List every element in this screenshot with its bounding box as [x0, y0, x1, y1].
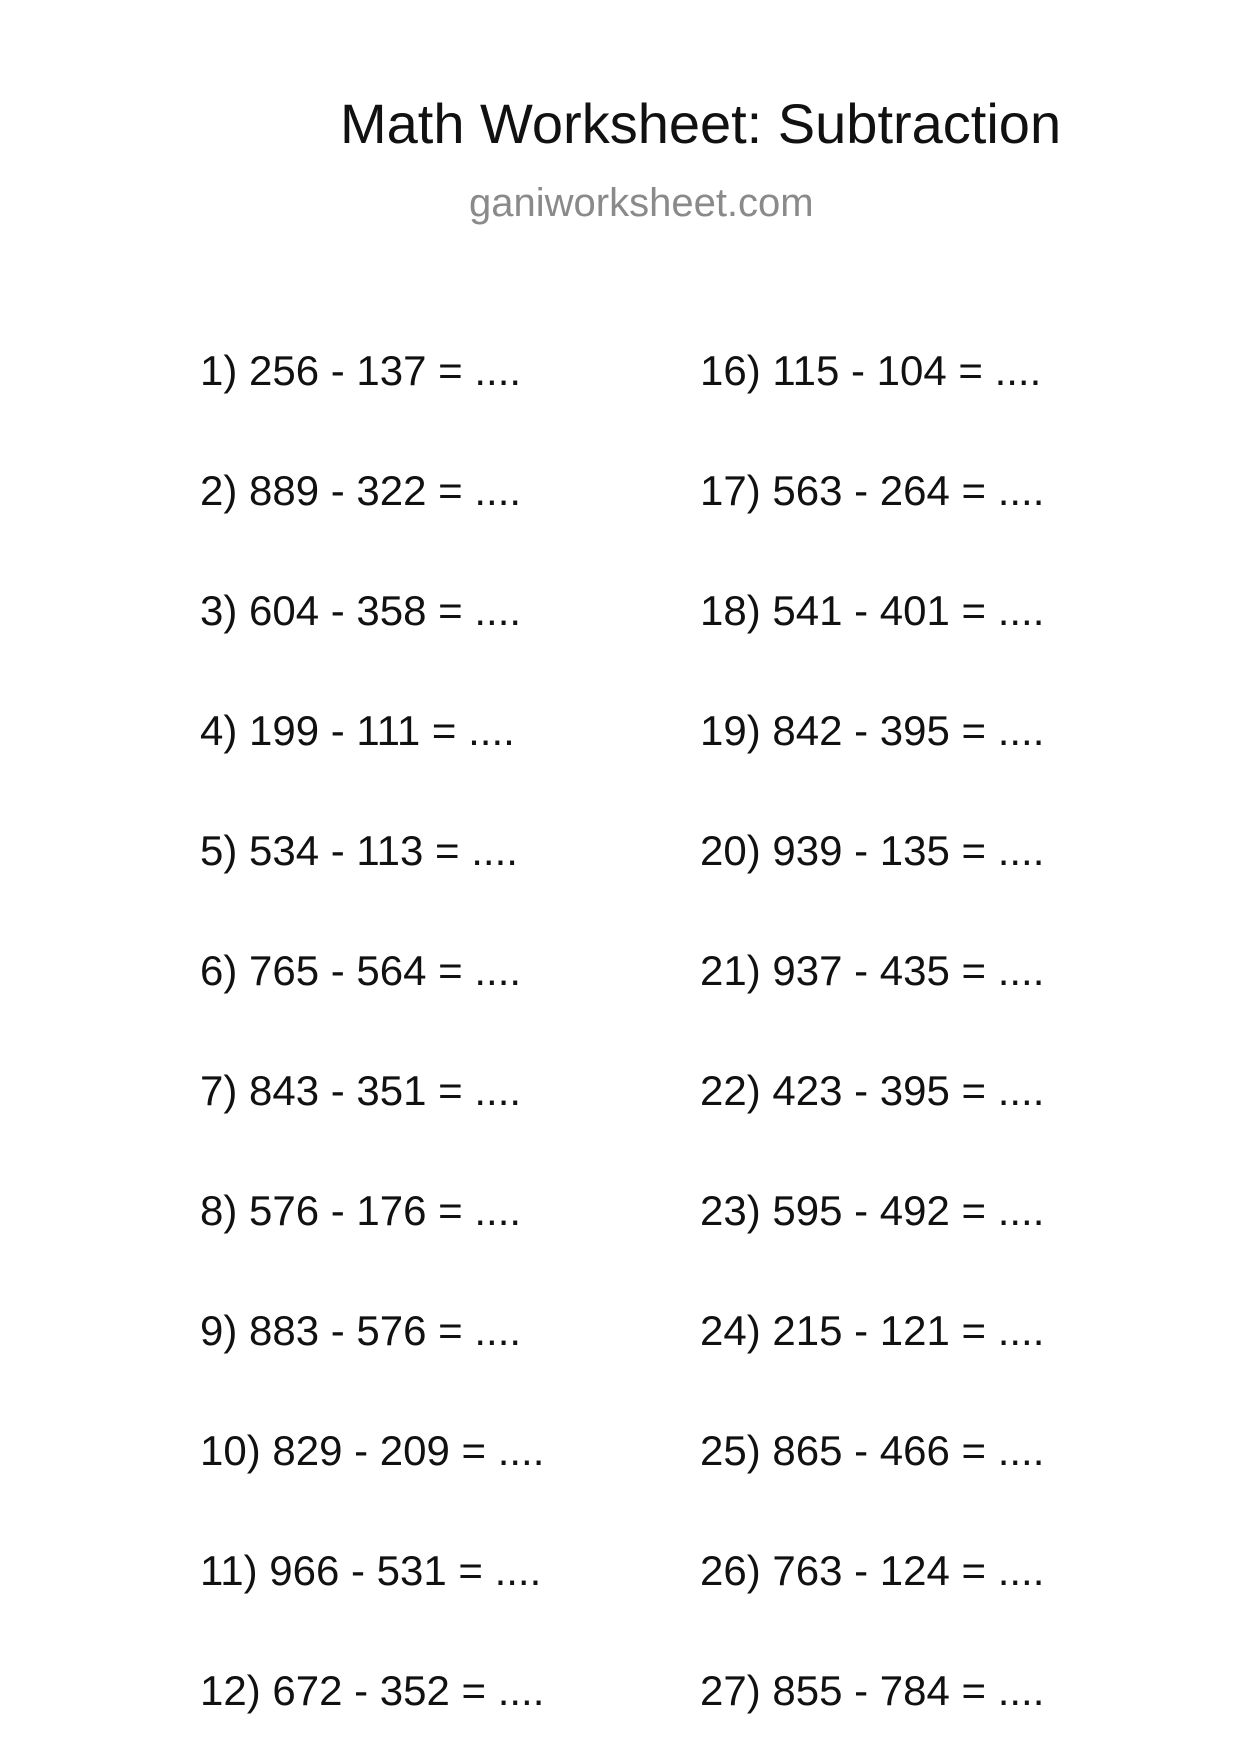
problem-item: 12) 672 - 352 = .... [200, 1667, 545, 1714]
problem-item: 2) 889 - 322 = .... [200, 467, 522, 514]
problem-item: 22) 423 - 395 = .... [700, 1067, 1045, 1114]
problem-item: 25) 865 - 466 = .... [700, 1427, 1045, 1474]
problem-item: 1) 256 - 137 = .... [200, 347, 522, 394]
problem-item: 27) 855 - 784 = .... [700, 1667, 1045, 1714]
problem-item: 24) 215 - 121 = .... [700, 1307, 1045, 1354]
problem-item: 3) 604 - 358 = .... [200, 587, 522, 634]
problem-item: 8) 576 - 176 = .... [200, 1187, 522, 1234]
problem-item: 10) 829 - 209 = .... [200, 1427, 545, 1474]
problem-item: 18) 541 - 401 = .... [700, 587, 1045, 634]
problem-item: 21) 937 - 435 = .... [700, 947, 1045, 994]
worksheet-title: Math Worksheet: Subtraction [340, 92, 1062, 155]
problem-item: 6) 765 - 564 = .... [200, 947, 522, 994]
problem-item: 5) 534 - 113 = .... [200, 827, 518, 874]
problem-item: 23) 595 - 492 = .... [700, 1187, 1045, 1234]
problem-item: 16) 115 - 104 = .... [700, 347, 1042, 394]
problem-item: 17) 563 - 264 = .... [700, 467, 1045, 514]
problem-item: 9) 883 - 576 = .... [200, 1307, 522, 1354]
problem-item: 26) 763 - 124 = .... [700, 1547, 1045, 1594]
problem-item: 4) 199 - 111 = .... [200, 707, 515, 754]
problem-item: 11) 966 - 531 = .... [200, 1547, 542, 1594]
problem-item: 7) 843 - 351 = .... [200, 1067, 522, 1114]
problem-item: 19) 842 - 395 = .... [700, 707, 1045, 754]
worksheet-source: ganiworksheet.com [469, 181, 814, 225]
problem-item: 20) 939 - 135 = .... [700, 827, 1045, 874]
